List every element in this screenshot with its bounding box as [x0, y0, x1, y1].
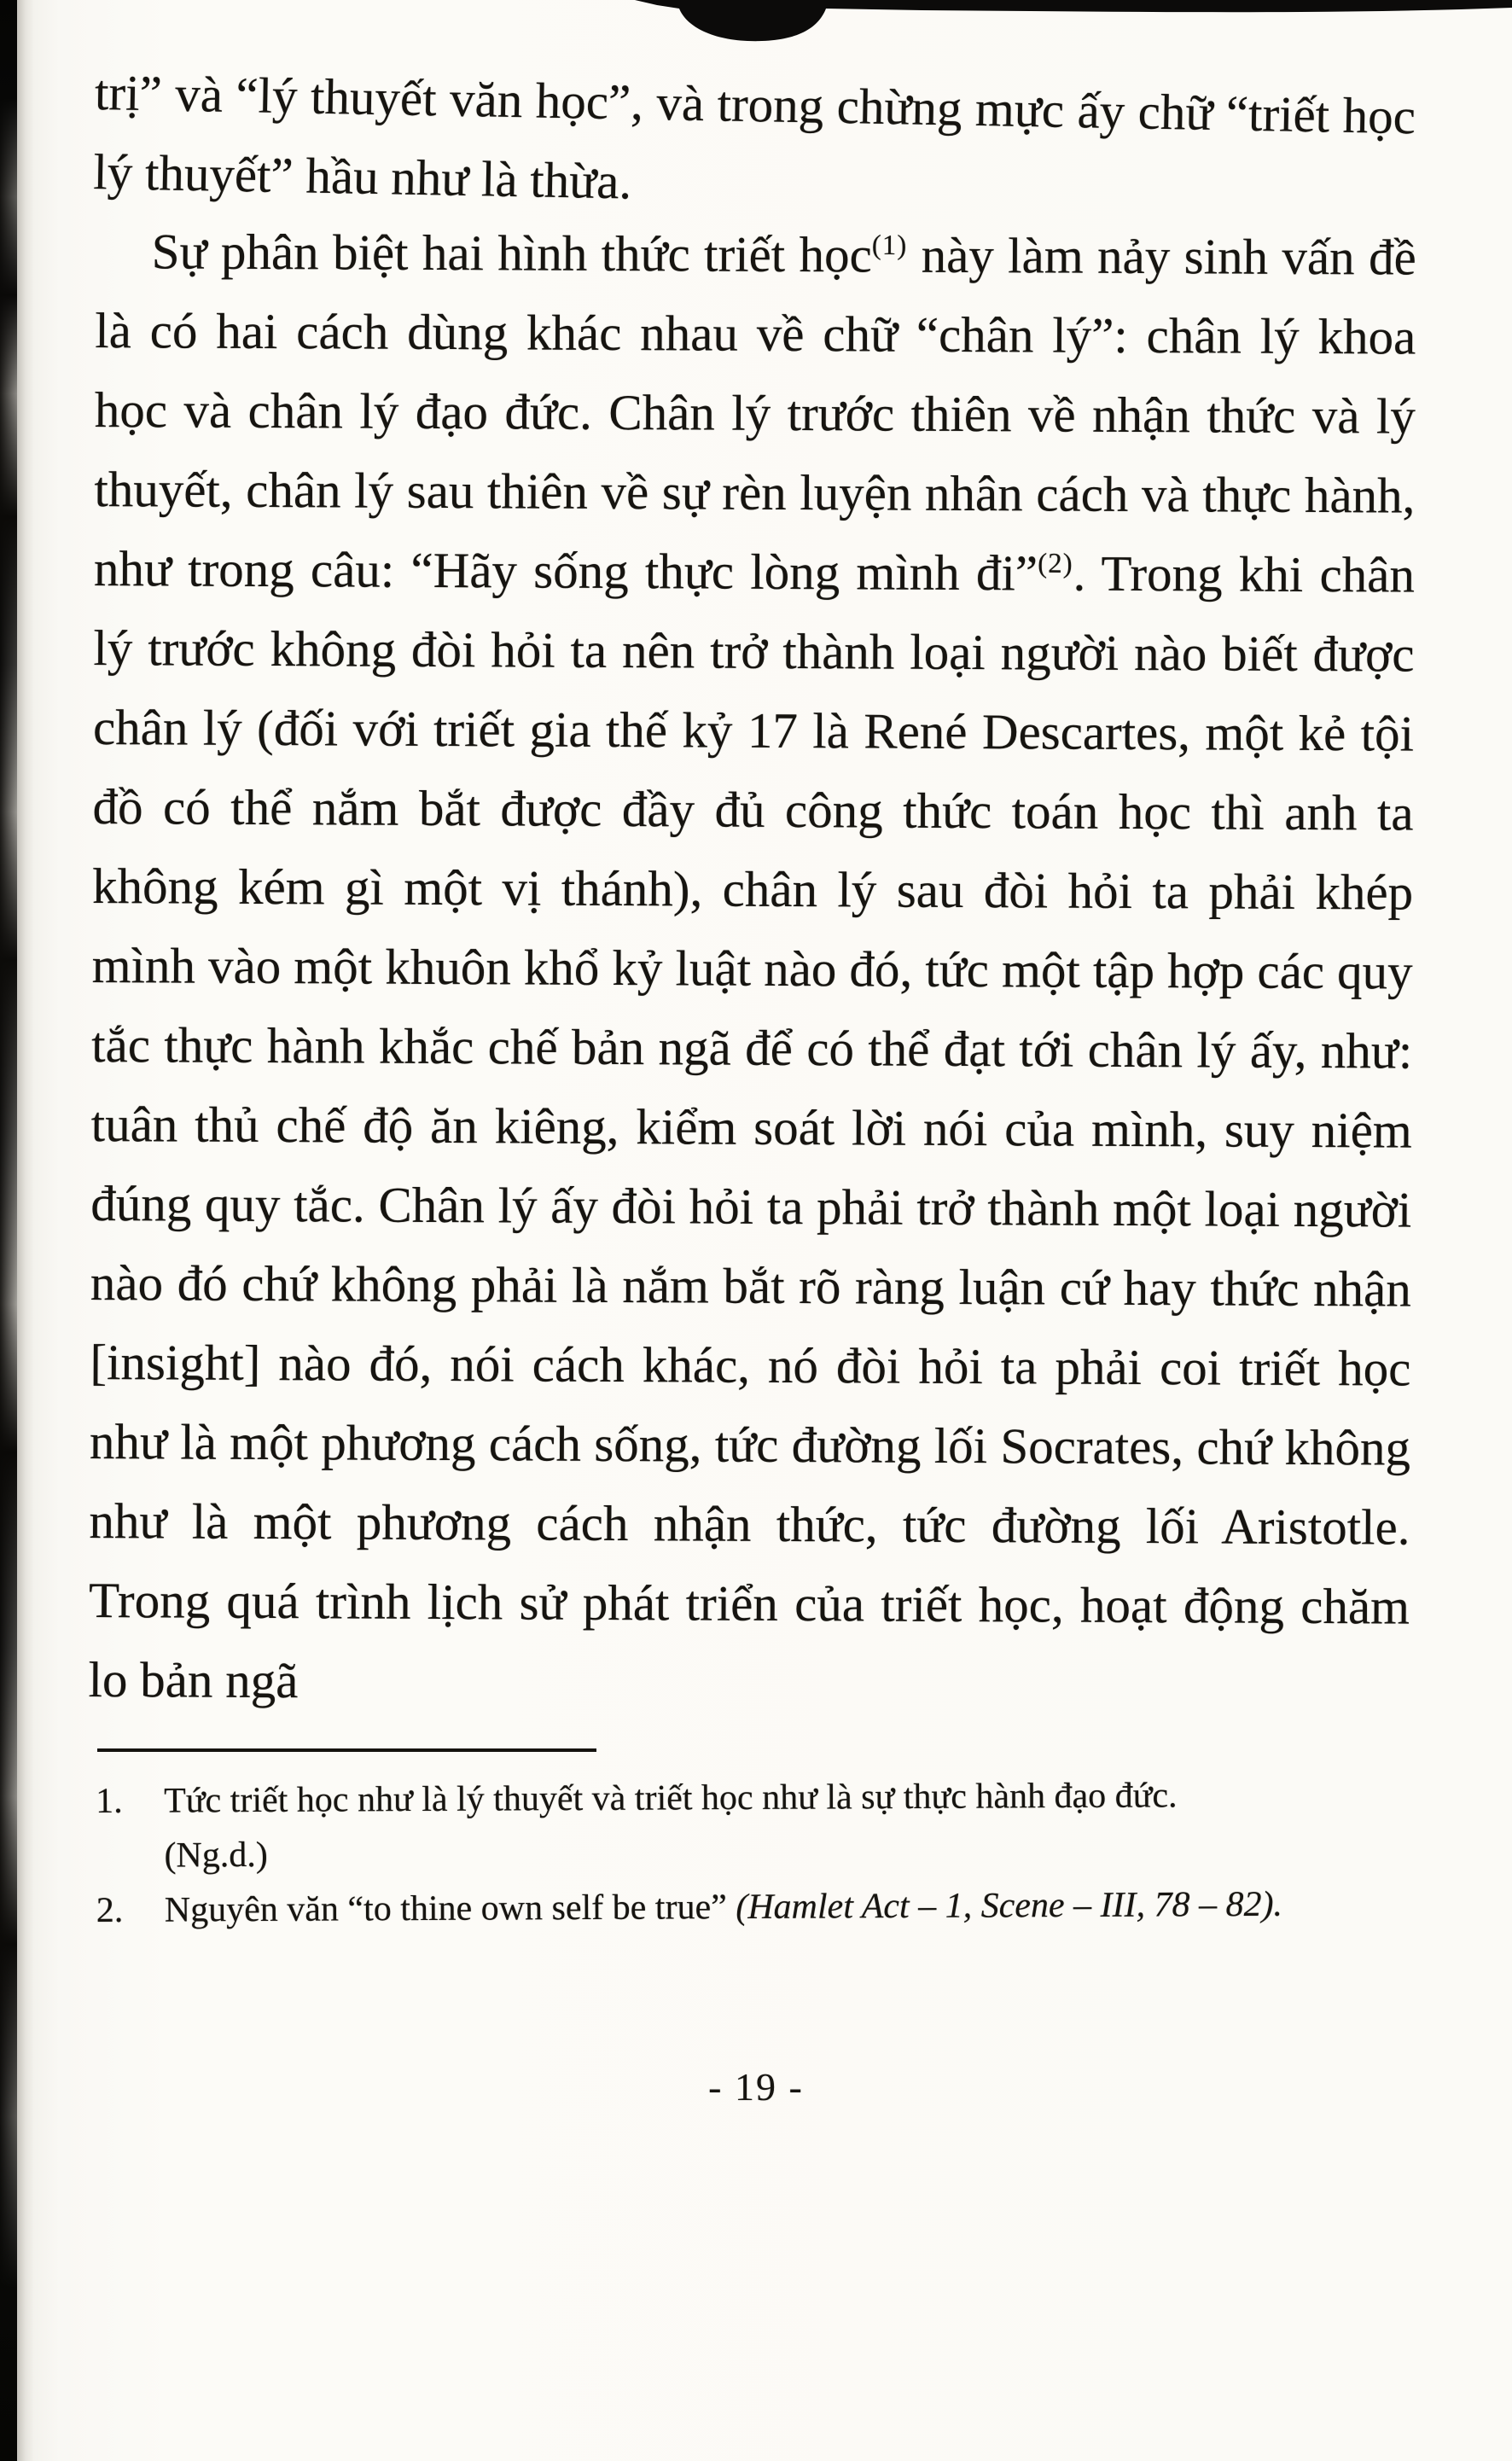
footnote-text — [165, 1876, 1417, 1938]
footnote-marker: 2. — [96, 1890, 124, 1930]
footnotes — [96, 1767, 1417, 1938]
footnote-marker: 1. — [96, 1781, 123, 1821]
italic-text: (Hamlet Act – 1, Scene – III, 78 – 82). — [736, 1884, 1283, 1928]
book-spine-shadow — [0, 0, 34, 2461]
text-run: trị” và “lý thuyết văn học”, và trong chừng mực ấy chữ “triết học lý thuyết” hầu như là thừa. — [92, 63, 1416, 210]
text-run: . Trong khi chân lý trước không đòi hỏi ta nên trở thành loại người nào biết được chân lý (đối với triết gia thế kỷ 17 là René Descartes, một kẻ tội đồ có thể nắm bắt được đầy đủ công thức toán học thì anh ta không kém gì một vị thánh), chân lý sau đòi hỏi ta phải khép mình vào một khuôn khổ kỷ luật nào đó, tức một tập hợp các quy tắc thực hành khắc chế bản ngã để có thể đạt tới chân lý ấy, như: tuân thủ chế độ ăn kiêng, kiểm soát lời nói của mình, suy niệm đúng quy tắc. Chân lý ấy đòi hỏi ta phải trở thành một loại người nào đó chứ không phải là nắm bắt rõ ràng luận cứ hay thức nhận [insight] nào đó, nói cách khác, nó đòi hỏi ta phải coi triết học như là một phương cách sống, tức đường lối Socrates, chứ không như là một phương cách nhận thức, tức đường lối Aristotle. Trong quá trình lịch sử phát triển của triết học, hoạt động chăm lo bản ngã — [88, 544, 1416, 1709]
footnote-separator — [97, 1748, 596, 1752]
text-run: này làm nảy sinh vấn đề là có hai cách dùng khác nhau về chữ “chân lý”: chân lý khoa học và chân lý đạo đức. Chân lý trước thiên về nhận thức và lý thuyết, chân lý sau thiên về sự rèn luyện nhân cách và thực hành, như trong câu: “Hãy sống thực lòng mình đi” — [93, 226, 1416, 602]
text-run: Sự phân biệt hai hình thức triết học — [151, 223, 872, 283]
page-content — [88, 53, 1416, 2109]
text-run: Tức triết học như là lý thuyết và triết học như là sự thực hành đạo đức. — [164, 1776, 1178, 1821]
text-run: (Ng.d.) — [164, 1835, 268, 1876]
footnote-reference: (2) — [1038, 548, 1073, 579]
body-paragraph — [88, 212, 1416, 1726]
footnote — [96, 1876, 1417, 1938]
scan-artifact-top — [0, 0, 1512, 60]
footnote — [96, 1767, 1417, 1883]
text-run: Nguyên văn “to thine own self be true” — [164, 1888, 736, 1930]
footnote-text — [164, 1767, 1417, 1883]
body-text — [88, 53, 1416, 1719]
page-number: - 19 - — [708, 2065, 804, 2109]
body-paragraph — [93, 53, 1416, 236]
footnote-reference: (1) — [871, 230, 908, 261]
